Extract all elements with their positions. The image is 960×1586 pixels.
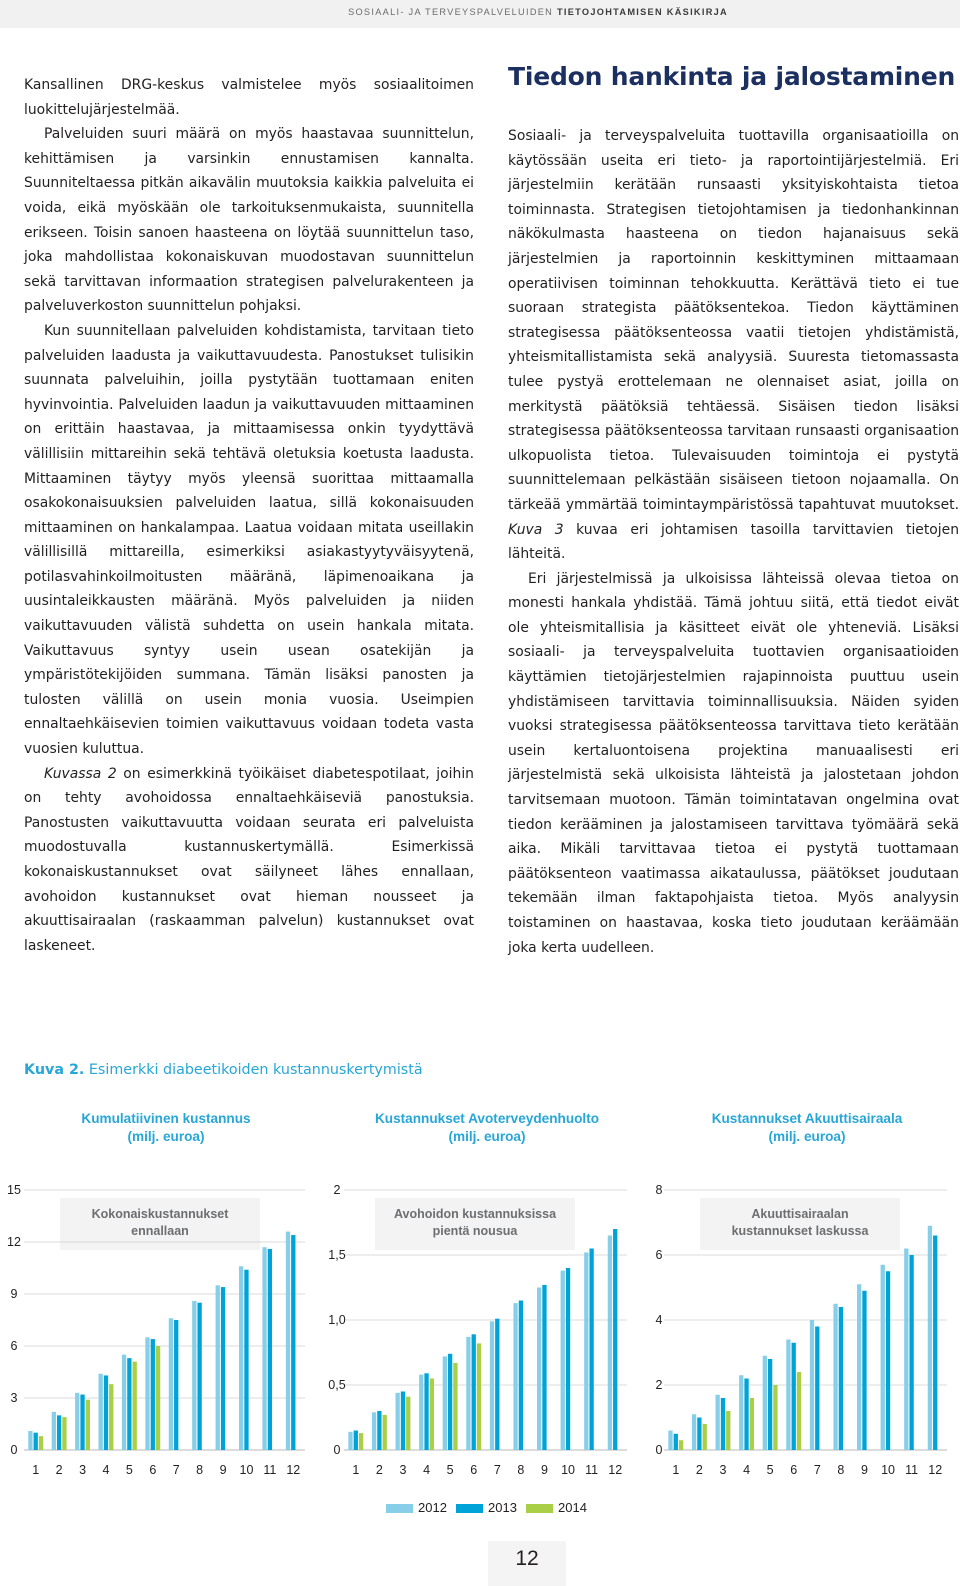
bar-2014 xyxy=(773,1385,777,1450)
y-tick-label: 4 xyxy=(655,1313,663,1327)
legend-label: 2012 xyxy=(418,1500,447,1515)
bar-2014 xyxy=(750,1398,754,1450)
bar-2013 xyxy=(768,1359,772,1450)
bar-2012 xyxy=(739,1375,743,1450)
bar-2013 xyxy=(909,1255,913,1450)
bar-2014 xyxy=(430,1379,434,1451)
paragraph: Kansallinen DRG-keskus valmistelee myös sosiaalitoimen luokittelujärjestelmää. xyxy=(24,77,474,118)
chart-title-unit: (milj. euroa) xyxy=(127,1129,205,1144)
y-tick-label: 2 xyxy=(333,1183,341,1197)
x-tick-label: 12 xyxy=(286,1463,301,1477)
chart-title-line: Kustannukset Avoterveydenhuolto xyxy=(374,1111,600,1126)
y-tick-label: 1,5 xyxy=(328,1248,346,1262)
x-tick-label: 8 xyxy=(196,1463,204,1477)
x-tick-label: 11 xyxy=(263,1463,277,1477)
bar-2014 xyxy=(359,1433,363,1450)
bar-2012 xyxy=(786,1340,790,1451)
bar-2013 xyxy=(174,1320,178,1450)
bar-2013 xyxy=(566,1268,570,1450)
bar-2014 xyxy=(703,1424,707,1450)
x-tick-label: 12 xyxy=(608,1463,623,1477)
bar-2014 xyxy=(156,1346,160,1450)
bar-2012 xyxy=(881,1265,885,1450)
bar-2014 xyxy=(86,1400,90,1450)
annotation-text: Avohoidon kustannuksissa xyxy=(393,1207,557,1221)
annotation-text: pientä nousua xyxy=(432,1224,518,1238)
bar-2013 xyxy=(721,1398,725,1450)
bar-2012 xyxy=(928,1226,932,1450)
bar-2014 xyxy=(797,1372,801,1450)
bar-2013 xyxy=(377,1411,381,1450)
bar-2014 xyxy=(477,1343,481,1450)
x-tick-label: 10 xyxy=(881,1463,895,1477)
bar-2012 xyxy=(537,1288,541,1451)
bar-2012 xyxy=(396,1393,400,1450)
x-tick-label: 1 xyxy=(352,1463,360,1477)
annotation-text: Kokonaiskustannukset xyxy=(91,1207,229,1221)
bar-2012 xyxy=(262,1247,266,1450)
x-tick-label: 2 xyxy=(695,1463,703,1477)
bar-2013 xyxy=(448,1354,452,1450)
bar-2012 xyxy=(584,1252,588,1450)
bar-2012 xyxy=(608,1236,612,1451)
x-tick-label: 5 xyxy=(766,1463,774,1477)
figure-label: Kuva 2. xyxy=(24,1062,85,1078)
bar-2013 xyxy=(268,1249,272,1450)
y-tick-label: 1,0 xyxy=(328,1313,346,1327)
x-tick-label: 2 xyxy=(55,1463,63,1477)
paragraph-text: on esimerkkinä työikäiset diabetespotilaat, joihin on tehty avohoidossa ennaltaehkäiseviä panostuksia. Panostusten vaikuttavuutta voidaan seurata eri palveluista muodostuvalla kustannuskertymällä. Esimerkissä kokonaiskustannukset ovat säilyneet lähes ennallaan, avohoidon kustannukset ovat hieman nousseet ja akuuttisairaalan (raskaamman palvelun) kustannukset ovat laskeneet. xyxy=(24,765,474,954)
bar-2014 xyxy=(453,1363,457,1450)
bar-2013 xyxy=(697,1418,701,1451)
x-tick-label: 9 xyxy=(540,1463,548,1477)
bar-2012 xyxy=(716,1395,720,1450)
bar-2014 xyxy=(109,1384,113,1450)
legend-swatch xyxy=(456,1504,483,1513)
bar-2013 xyxy=(792,1343,796,1450)
x-tick-label: 5 xyxy=(446,1463,454,1477)
annotation-text: kustannukset laskussa xyxy=(731,1224,869,1238)
bar-2013 xyxy=(244,1270,248,1450)
figure-reference: Kuva 3 xyxy=(508,521,564,538)
bar-2012 xyxy=(122,1355,126,1450)
x-tick-label: 4 xyxy=(423,1463,431,1477)
bar-2012 xyxy=(443,1356,447,1450)
bar-2013 xyxy=(613,1229,617,1450)
annotation-text: Akuuttisairaalan xyxy=(751,1207,849,1221)
bar-2012 xyxy=(239,1266,243,1450)
x-tick-label: 9 xyxy=(219,1463,227,1477)
bar-2012 xyxy=(348,1432,352,1450)
x-tick-label: 11 xyxy=(905,1463,919,1477)
bar-2012 xyxy=(419,1375,423,1450)
x-tick-label: 8 xyxy=(517,1463,525,1477)
bar-2013 xyxy=(495,1319,499,1450)
figure-caption-text: Esimerkki diabeetikoiden kustannuskertymistä xyxy=(84,1062,423,1078)
bar-2013 xyxy=(291,1235,295,1450)
bar-2014 xyxy=(726,1411,730,1450)
figure-reference: Kuvassa 2 xyxy=(44,765,117,782)
annotation-text: ennallaan xyxy=(131,1224,189,1238)
bar-2014 xyxy=(133,1362,137,1450)
bar-2012 xyxy=(904,1249,908,1451)
bar-2013 xyxy=(354,1431,358,1451)
bar-2014 xyxy=(406,1397,410,1450)
bar-2012 xyxy=(286,1232,290,1450)
running-title-main: TIETOJOHTAMISEN KÄSIKIRJA xyxy=(556,7,728,17)
x-tick-label: 10 xyxy=(561,1463,575,1477)
bar-2014 xyxy=(679,1440,683,1450)
chart-title-unit: (milj. euroa) xyxy=(768,1129,846,1144)
x-tick-label: 7 xyxy=(172,1463,180,1477)
bar-2013 xyxy=(104,1375,108,1450)
y-tick-label: 0 xyxy=(655,1443,663,1457)
bar-2013 xyxy=(519,1301,523,1451)
x-tick-label: 1 xyxy=(32,1463,40,1477)
chart-title-line: Kumulatiivinen kustannus xyxy=(81,1111,251,1126)
page-number: 12 xyxy=(515,1547,539,1570)
y-tick-label: 0,5 xyxy=(328,1378,346,1392)
x-tick-label: 2 xyxy=(375,1463,383,1477)
x-tick-label: 7 xyxy=(493,1463,501,1477)
bar-2012 xyxy=(372,1412,376,1450)
bar-2012 xyxy=(857,1284,861,1450)
legend-swatch xyxy=(526,1504,553,1513)
bar-2012 xyxy=(99,1374,103,1450)
x-tick-label: 6 xyxy=(149,1463,157,1477)
bar-2014 xyxy=(62,1417,66,1450)
legend-label: 2014 xyxy=(558,1500,587,1515)
bar-2012 xyxy=(466,1337,470,1450)
paragraph-text: Sosiaali- ja terveyspalveluita tuottavilla organisaatioilla on käytössään useita eri tieto- ja raportointijärjestelmiä. Eri järjestelmiin kerätään runsaasti yksityiskohtaista tietoa toiminnasta. Strategisen tietojohtamisen ja tiedonhankinnan näkökulmasta haasteena on tiedon hajanaisuus sekä järjestelmien ja raportoinnin keskittyminen mittaamaan operatiivisen toiminnan tehokkuutta. Kerättävä tieto ei tue suoraan strategista päätöksentekoa. Tiedon käyttäminen strategisessa päätöksenteossa vaatii tietojen yhdistämistä, yhteismitallistamista sekä analyysiä. Suuresta tietomassasta tulee pystyä erottelemaan ne olennaiset asiat, joilla on merkitystä päätöksiä tehtäessä. Sisäisen tiedon lisäksi strategisessa päätöksenteossa tarvitaan runsaasti organisaation ulkopuolista tietoa. Tulevaisuuden toimintoja ei pystytä suunnittelemaan pelkästään sisäiseen tietoon nojaamalla. On tärkeää ymmärtää toimintaympäristössä tapahtuvat muutokset. xyxy=(508,128,959,513)
y-tick-label: 3 xyxy=(10,1391,18,1405)
x-tick-label: 7 xyxy=(813,1463,821,1477)
x-tick-label: 4 xyxy=(743,1463,751,1477)
bar-2013 xyxy=(886,1271,890,1450)
x-tick-label: 1 xyxy=(672,1463,680,1477)
x-tick-label: 6 xyxy=(790,1463,798,1477)
bar-2013 xyxy=(80,1395,84,1450)
x-tick-label: 5 xyxy=(125,1463,133,1477)
bar-2012 xyxy=(75,1393,79,1450)
y-tick-label: 9 xyxy=(10,1287,18,1301)
x-tick-label: 3 xyxy=(79,1463,87,1477)
x-tick-label: 8 xyxy=(837,1463,845,1477)
bar-2013 xyxy=(151,1339,155,1450)
bar-2013 xyxy=(674,1434,678,1450)
bar-2013 xyxy=(589,1249,593,1451)
paragraph-text: kuvaa eri johtamisen tasoilla tarvittavien tietojen lähteitä. xyxy=(508,521,960,563)
bar-2012 xyxy=(668,1431,672,1451)
running-title-prefix: SOSIAALI- JA TERVEYSPALVELUIDEN xyxy=(348,7,554,17)
bar-2013 xyxy=(839,1307,843,1450)
y-tick-label: 6 xyxy=(655,1248,663,1262)
y-tick-label: 0 xyxy=(333,1443,341,1457)
y-tick-label: 15 xyxy=(7,1183,21,1197)
chart-legend xyxy=(0,1500,960,1520)
bar-2012 xyxy=(490,1321,494,1450)
bar-2012 xyxy=(513,1303,517,1450)
bar-2012 xyxy=(216,1285,220,1450)
bar-2013 xyxy=(57,1415,61,1450)
x-tick-label: 12 xyxy=(928,1463,943,1477)
bar-2013 xyxy=(197,1303,201,1450)
bar-2012 xyxy=(52,1412,56,1450)
bar-2013 xyxy=(127,1358,131,1450)
bar-2012 xyxy=(810,1320,814,1450)
bar-2012 xyxy=(692,1414,696,1450)
paragraph: Kun suunnitellaan palveluiden kohdistamista, tarvitaan tieto palveluiden laadusta ja vaikuttavuudesta. Panostukset tulisikin suunnata palveluihin, joilla pystytään tuottamaan eniten hyvinvointia. Palveluiden laadun ja vaikuttavuuden mittaaminen on erittäin haastavaa, ja mittaamisessa onkin tyydyttävä välillisiin mittareihin sekä tehtävä oletuksia koetusta laadusta. Mittaaminen täytyy myös yleensä suorittaa mittaamalla osakokonaisuuksien palveluiden laatua, sillä kokonaisuuden mittaaminen on hankalampaa. Laatua voidaan mitata useillakin välillisillä mittareilla, esimerkiksi asiakastyytyväisyytenä, potilasvahinkoilmoitusten määränä, läpimenoaikana ja uusintaleikkausten määränä. Myös palveluiden ja niiden vaikuttavuuden välistä suhdetta on usein hankala mitata. Vaikuttavuus syntyy usein usean osatekijän ja ympäristötekijöiden summana. Tämän lisäksi panosten ja tulosten välillä on usein monia vuosia. Useimpien ennaltaehkäisevien toimien vaikuttavuus voidaan todeta vasta vuosien kuluttua. xyxy=(24,322,474,758)
bar-2013 xyxy=(862,1291,866,1450)
x-tick-label: 4 xyxy=(102,1463,110,1477)
bar-2013 xyxy=(221,1287,225,1450)
bar-2013 xyxy=(815,1327,819,1451)
x-tick-label: 3 xyxy=(399,1463,407,1477)
x-tick-label: 10 xyxy=(239,1463,254,1477)
bar-2013 xyxy=(424,1373,428,1450)
section-heading: Tiedon hankinta ja jalostaminen xyxy=(508,62,956,91)
bar-2013 xyxy=(933,1236,937,1451)
y-tick-label: 8 xyxy=(655,1183,663,1197)
y-tick-label: 6 xyxy=(10,1339,18,1353)
x-tick-label: 6 xyxy=(470,1463,478,1477)
chart-title-unit: (milj. euroa) xyxy=(448,1129,526,1144)
legend-swatch xyxy=(386,1504,413,1513)
chart-title-line: Kustannukset Akuuttisairaala xyxy=(711,1111,903,1126)
y-tick-label: 12 xyxy=(7,1235,21,1249)
x-tick-label: 9 xyxy=(860,1463,868,1477)
bar-2013 xyxy=(401,1392,405,1451)
bar-2012 xyxy=(145,1337,149,1450)
bar-2012 xyxy=(763,1356,767,1450)
bar-2012 xyxy=(833,1304,837,1450)
bar-2012 xyxy=(169,1318,173,1450)
bar-2013 xyxy=(744,1379,748,1451)
bar-2012 xyxy=(561,1271,565,1450)
legend-label: 2013 xyxy=(488,1500,517,1515)
paragraph: Eri järjestelmissä ja ulkoisissa lähteissä olevaa tietoa on monesti hankala yhdistää. Tämä johtuu siitä, että tiedot eivät ole yhteismitallisia ja käsitteet eivät ole yhteneviä. Lisäksi sosiaali- ja terveyspalveluita tuottavien organisaatioiden käyttämien tietojärjestelmien rajapinnoista puuttuu usein yhdistämiseen tarvittavia toiminnallisuuksia. Näiden syiden vuoksi strategisessa päätöksenteossa tarvittava tieto kerätään usein kertaluontoisena projektina manuaalisesti eri järjestelmistä sekä ulkoisista lähteistä ja jalostetaan johdon tarvitsemaan muotoon. Tämän toimintatavan ongelmina ovat tiedon kerääminen ja jalostamiseen tarvittava työmäärä sekä aika. Mikäli tarvittavaa tietoa ei pystytä tuottamaan päätöksenteon vaatimassa aikataulussa, päätökset joudutaan tekemään ilman faktapohjaista tietoa. Myös analyysin toistaminen on haastavaa, koska tieto joudutaan keräämään joka kerta uudelleen. xyxy=(508,570,959,956)
y-tick-label: 0 xyxy=(10,1443,18,1457)
bar-2012 xyxy=(28,1431,32,1450)
bar-2012 xyxy=(192,1301,196,1450)
bar-2014 xyxy=(39,1436,43,1450)
paragraph: Palveluiden suuri määrä on myös haastavaa suunnittelun, kehittämisen ja varsinkin ennustamisen kannalta. Suunniteltaessa pitkän aikavälin muutoksia kaikkia palveluita ei voida, eikä myöskään ole tarkoituksenmukaista, suunnitella erikseen. Toisin sanoen haasteena on löytää suunnittelun taso, joka mahdollistaa kokonaiskuvan muodostavan suunnittelun sekä tarvittavan informaation strategisen palvelurakenteen ja palveluverkoston suunnittelun pohjaksi. xyxy=(24,126,474,315)
bar-2013 xyxy=(542,1285,546,1450)
y-tick-label: 2 xyxy=(655,1378,663,1392)
bar-2013 xyxy=(34,1433,38,1450)
x-tick-label: 11 xyxy=(585,1463,599,1477)
x-tick-label: 3 xyxy=(719,1463,727,1477)
bar-2013 xyxy=(472,1334,476,1450)
bar-2014 xyxy=(383,1415,387,1450)
